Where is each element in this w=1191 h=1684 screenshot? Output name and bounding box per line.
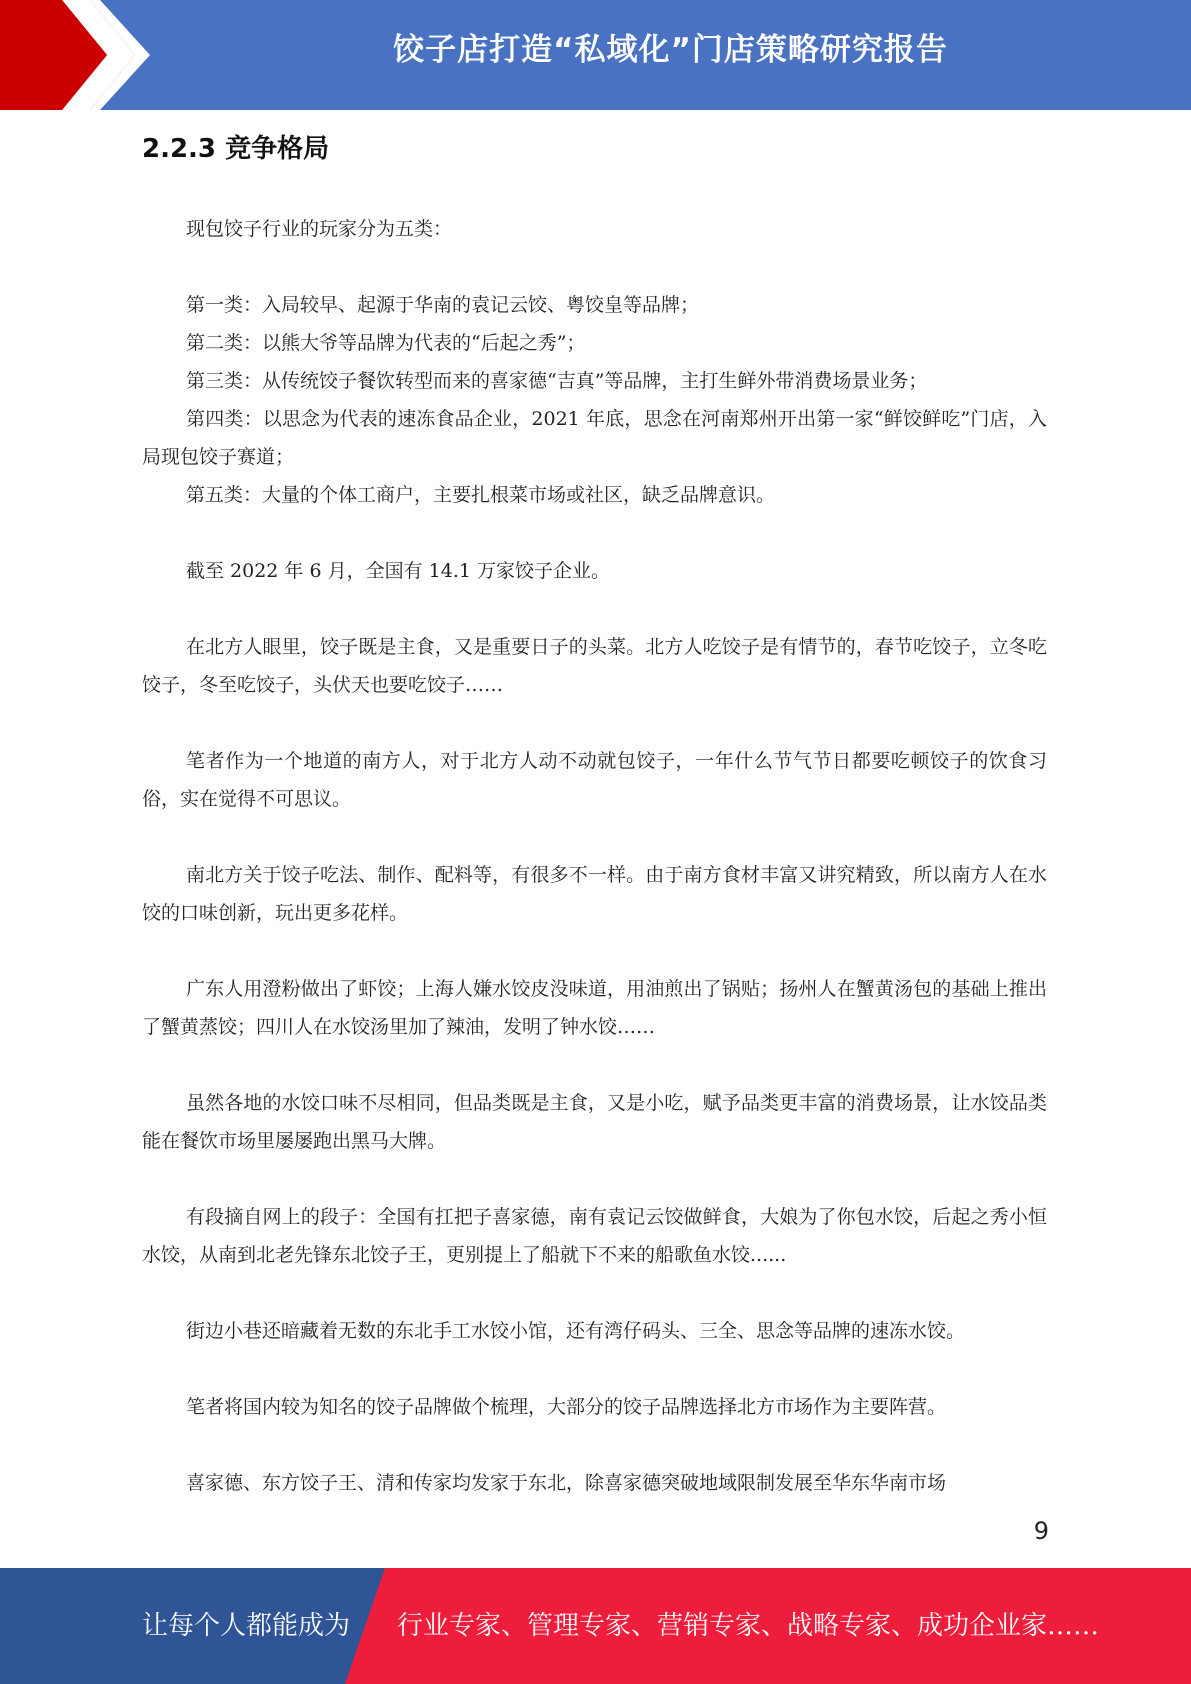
footer-slogan-right: 行业专家、管理专家、营销专家、战略专家、成功企业家…… [397,1611,1100,1641]
page-number: 9 [1033,1517,1049,1545]
report-header-banner [0,0,1191,110]
paragraph-author-view: 笔者作为一个地道的南方人，对于北方人动不动就包饺子，一年什么节气节日都要吃顿饺子的饮食习俗，实在觉得不可思议。 [142,750,1047,810]
paragraph-category-5: 第五类：大量的个体工商户，主要扎根菜市场或社区，缺乏品牌意识。 [186,484,776,506]
paragraph-category-2: 第二类：以熊大爷等品牌为代表的“后起之秀”； [186,332,586,354]
paragraph-category-1: 第一类：入局较早、起源于华南的袁记云饺、粤饺皇等品牌； [186,294,700,316]
paragraph-northeast-brands: 喜家德、东方饺子王、清和传家均发家于东北，除喜家德突破地域限制发展至华东华南市场 [186,1472,947,1494]
paragraph-online-saying: 有段摘自网上的段子：全国有扛把子喜家德，南有袁记云饺做鲜食，大娘为了你包水饺，后起之秀小恒水饺，从南到北老先锋东北饺子王，更别提上了船就下不来的船歌鱼水饺...... [142,1206,1047,1266]
paragraph-enterprise-count: 截至 2022 年 6 月，全国有 14.1 万家饺子企业。 [186,560,610,582]
paragraph-north-custom: 在北方人眼里，饺子既是主食，又是重要日子的头菜。北方人吃饺子是有情节的，春节吃饺子，立冬吃饺子，冬至吃饺子，头伏天也要吃饺子…… [142,636,1047,696]
paragraph-north-south-diff: 南北方关于饺子吃法、制作、配料等，有很多不一样。由于南方食材丰富又讲究精致，所以南方人在水饺的口味创新，玩出更多花样。 [142,864,1047,924]
paragraph-intro: 现包饺子行业的玩家分为五类： [186,218,453,240]
paragraph-regional-variants: 广东人用澄粉做出了虾饺；上海人嫌水饺皮没味道，用油煎出了锅贴；扬州人在蟹黄汤包的基础上推出了蟹黄蒸饺；四川人在水饺汤里加了辣油，发明了钟水饺…… [142,978,1047,1038]
paragraph-brand-overview: 笔者将国内较为知名的饺子品牌做个梳理，大部分的饺子品牌选择北方市场作为主要阵营。 [186,1396,947,1418]
body-text [142,210,1047,1502]
footer-slogan-left: 让每个人都能成为 [142,1611,351,1641]
paragraph-street-shops: 街边小巷还暗藏着无数的东北手工水饺小馆，还有湾仔码头、三全、思念等品牌的速冻水饺。 [186,1320,966,1342]
paragraph-category-3: 第三类：从传统饺子餐饮转型而来的喜家德“吉真”等品牌，主打生鲜外带消费场景业务； [186,370,928,392]
report-footer-banner [0,1568,1191,1684]
report-title: 饺子店打造“私域化”门店策略研究报告 [393,32,948,68]
paragraph-category-4: 第四类：以思念为代表的速冻食品企业，2021 年底，思念在河南郑州开出第一家“鲜饺鲜吃”门店，入局现包饺子赛道； [142,408,1047,468]
section-heading: 2.2.3 竞争格局 [142,134,330,164]
paragraph-category-scenes: 虽然各地的水饺口味不尽相同，但品类既是主食，又是小吃，赋予品类更丰富的消费场景，让水饺品类能在餐饮市场里屡屡跑出黑马大牌。 [142,1092,1047,1152]
